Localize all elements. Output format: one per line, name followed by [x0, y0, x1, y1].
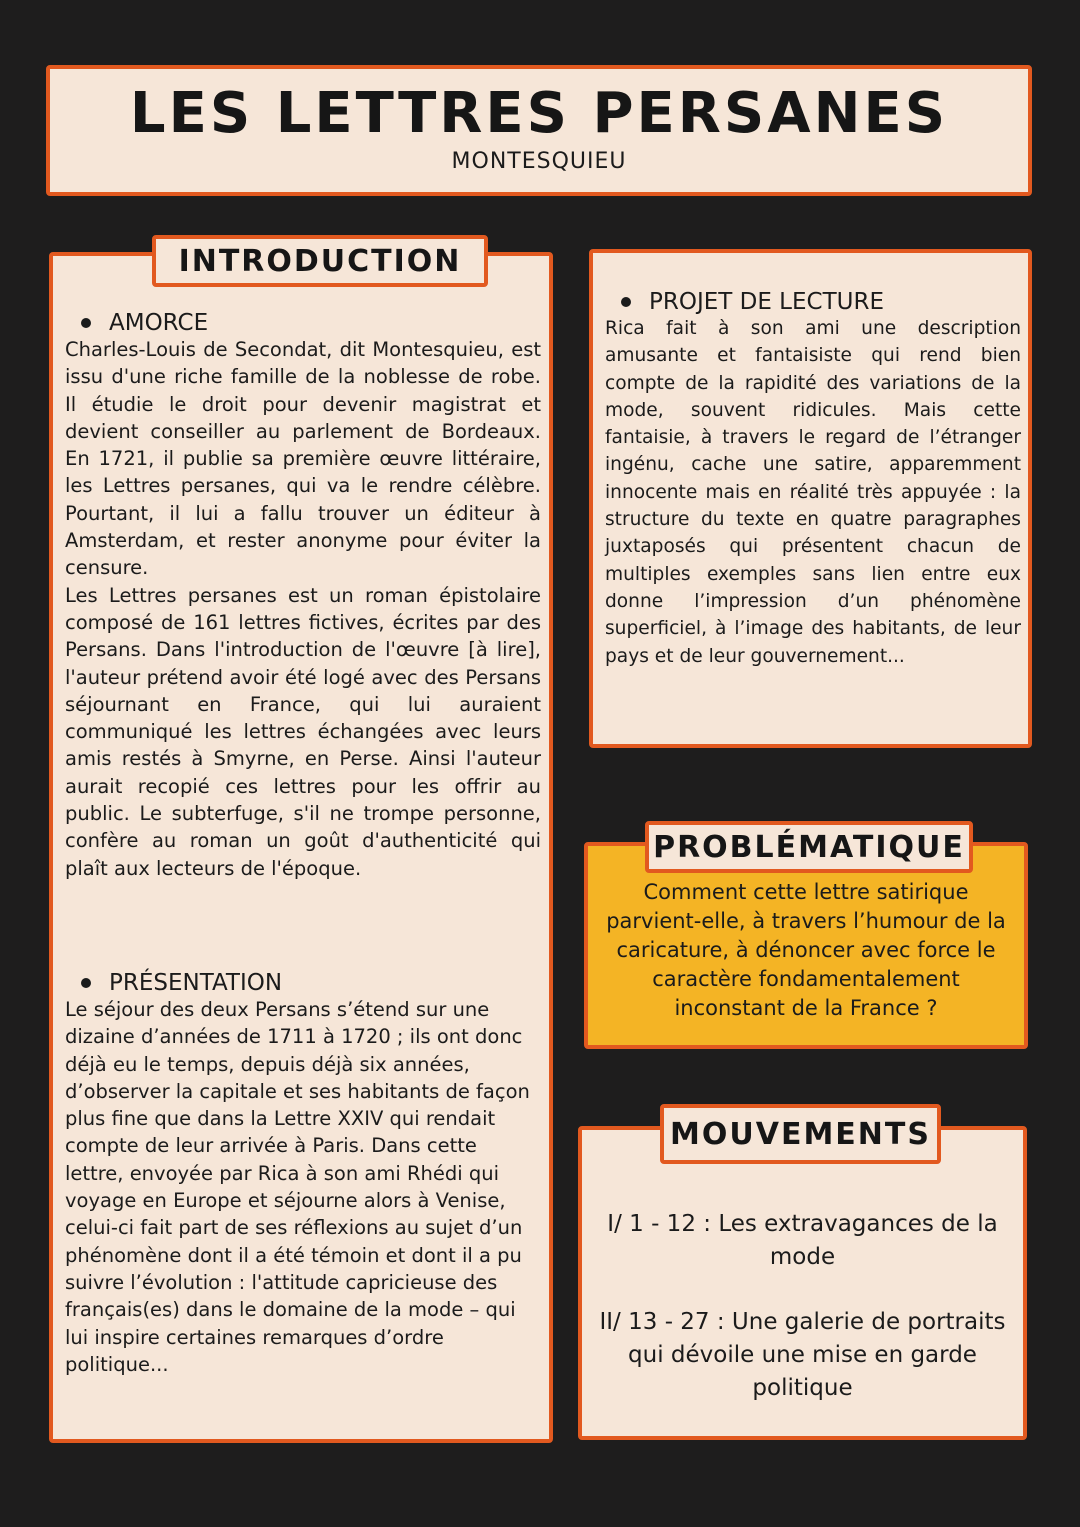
presentation-heading: PRÉSENTATION [109, 970, 283, 996]
author-name: MONTESQUIEU [451, 149, 627, 174]
mouvement-item: I/ 1 - 12 : Les extravagances de la mode [607, 1211, 998, 1270]
mouvement-item: II/ 13 - 27 : Une galerie de portraits qui dévoile une mise en garde politique [599, 1309, 1006, 1401]
bullet-icon [81, 318, 91, 328]
projet-heading: PROJET DE LECTURE [649, 289, 884, 315]
projet-section [605, 289, 1021, 670]
introduction-card [49, 252, 553, 1443]
mouvements-tab: MOUVEMENTS [660, 1104, 941, 1164]
bullet-icon [621, 297, 631, 307]
problematique-card [584, 842, 1028, 1049]
amorce-text-2: Les Lettres persanes est un roman épistolaire composé de 161 lettres fictives, écrites par des Persans. Dans l'introduction de l'œuvre [à lire], l'auteur prétend avoir été logé avec des Persans séjournant en France, qui lui auraient communiqué les lettres échangées avec leurs amis restés à Smyrne, en Perse. Ainsi l'auteur aurait recopié ces lettres pour les offrir au public. Le subterfuge, s'il ne trompe personne, confère au roman un goût d'authenticité qui plaît aux lecteurs de l'époque. [65, 583, 541, 880]
projet-text: Rica fait à son ami une description amusante et fantaisiste qui rend bien compte de la rapidité des variations de la mode, souvent ridicules. Mais cette fantaisie, à travers le regard de l’étranger ingénu, cache une satire, apparemment innocente mais en réalité très appuyée : la structure du texte en quatre paragraphes juxtaposés qui présentent chacun de multiples exemples sans lien entre eux donne l’impression d’un phénomène superficiel, à l’image des habitants, de leur pays et de leur gouvernement... [605, 318, 1021, 667]
amorce-heading: AMORCE [109, 310, 209, 336]
problematique-tab: PROBLÉMATIQUE [645, 821, 973, 873]
introduction-tab: INTRODUCTION [152, 235, 488, 287]
bullet-icon [81, 978, 91, 988]
amorce-section [65, 310, 541, 882]
presentation-section [65, 970, 541, 1378]
mouvements-card [578, 1126, 1027, 1440]
problematique-text: Comment cette lettre satirique parvient-elle, à travers l’humour de la caricature, à dénoncer avec force le caractère fondamentalement inconstant de la France ? [606, 880, 1006, 1020]
title-box [46, 65, 1032, 196]
page-title: LES LETTRES PERSANES [129, 81, 949, 146]
projet-card [589, 249, 1032, 748]
mouvements-list [590, 1208, 1015, 1437]
amorce-text: Charles-Louis de Secondat, dit Montesquieu, est issu d'une riche famille de la noblesse de robe. Il étudie le droit pour devenir magistrat et devient conseiller au parlement de Bordeaux. En 1721, il publie sa première œuvre littéraire, les Lettres persanes, qui va le rendre célèbre. Pourtant, il lui a fallu trouver un éditeur à Amsterdam, et rester anonyme pour éviter la censure. [65, 338, 541, 580]
presentation-text: Le séjour des deux Persans s’étend sur une dizaine d’années de 1711 à 1720 ; ils ont donc déjà eu le temps, depuis déjà six années, d’observer la capitale et ses habitants de façon plus fine que dans la Lettre XXIV qui rendait compte de leur arrivée à Paris. Dans cette lettre, envoyée par Rica à son ami Rhédi qui voyage en Europe et séjourne alors à Venise, celui-ci fait part de ses réflexions au sujet d’un phénomène dont il a été témoin et dont il a pu suivre l’évolution : l'attitude capricieuse des français(es) dans le domaine de la mode – qui lui inspire certaines remarques d’ordre politique... [65, 998, 530, 1376]
